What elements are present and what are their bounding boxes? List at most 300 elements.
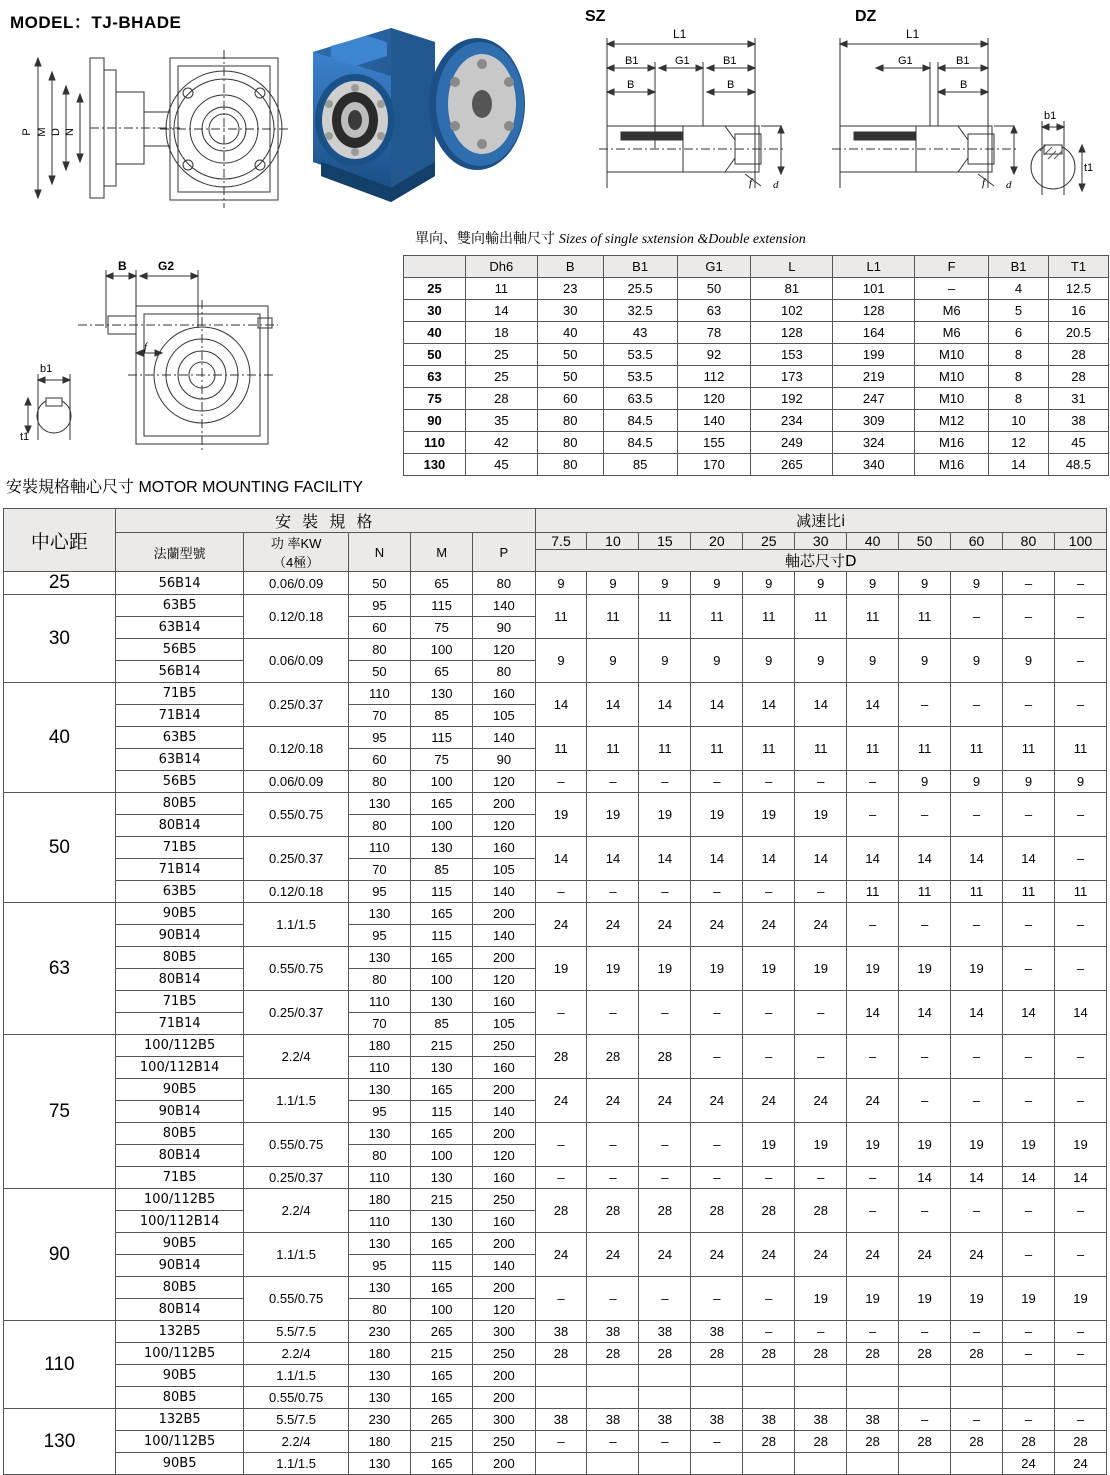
cell-shaft-d: – bbox=[535, 991, 587, 1035]
cell-value: 45 bbox=[1048, 432, 1108, 454]
cell-shaft-d: – bbox=[1002, 1035, 1054, 1079]
cell-m: 115 bbox=[411, 1255, 473, 1277]
table-row bbox=[4, 1277, 1107, 1299]
cell-shaft-d: 11 bbox=[535, 595, 587, 639]
cell-shaft-d: 28 bbox=[587, 1343, 639, 1365]
cell-n: 95 bbox=[348, 727, 410, 749]
cell-shaft-d: 24 bbox=[795, 1079, 847, 1123]
cell-shaft-d: 19 bbox=[795, 947, 847, 991]
cell-shaft-d: 14 bbox=[1054, 991, 1106, 1035]
cell-shaft-d: – bbox=[899, 1035, 951, 1079]
cell-p: 200 bbox=[473, 1079, 535, 1101]
cell-m: 215 bbox=[411, 1431, 473, 1453]
cell-flange-model: 63B14 bbox=[115, 749, 244, 771]
cell-value: M10 bbox=[915, 344, 989, 366]
cell-shaft-d: – bbox=[1002, 1409, 1054, 1431]
col-dh6: Dh6 bbox=[465, 256, 537, 278]
cell-value: 249 bbox=[751, 432, 833, 454]
cell-shaft-d: 28 bbox=[639, 1189, 691, 1233]
cell-shaft-d: – bbox=[1054, 947, 1106, 991]
cell-m: 130 bbox=[411, 1167, 473, 1189]
cell-shaft-d: 19 bbox=[535, 947, 587, 991]
cell-shaft-d bbox=[899, 1453, 951, 1475]
cell-value: 25.5 bbox=[603, 278, 677, 300]
cell-n: 80 bbox=[348, 1299, 410, 1321]
cell-shaft-d: 24 bbox=[795, 903, 847, 947]
cell-power: 1.1/1.5 bbox=[244, 1079, 348, 1123]
cell-m: 130 bbox=[411, 683, 473, 705]
cell-shaft-d: – bbox=[743, 771, 795, 793]
cell-p: 90 bbox=[473, 617, 535, 639]
cell-power: 1.1/1.5 bbox=[244, 1453, 348, 1475]
cell-flange-model: 80B5 bbox=[115, 1387, 244, 1409]
cell-flange-model: 56B14 bbox=[115, 661, 244, 683]
cell-shaft-d: – bbox=[795, 1035, 847, 1079]
cell-shaft-d: 38 bbox=[795, 1409, 847, 1431]
svg-text:B: B bbox=[960, 79, 968, 91]
cell-value: 63.5 bbox=[603, 388, 677, 410]
header-ratio-80: 80 bbox=[1002, 533, 1054, 550]
cell-p: 160 bbox=[473, 1211, 535, 1233]
cell-shaft-d: – bbox=[899, 1409, 951, 1431]
cell-shaft-d: 38 bbox=[639, 1321, 691, 1343]
cell-value: 84.5 bbox=[603, 432, 677, 454]
cell-shaft-d bbox=[587, 1365, 639, 1387]
cell-flange-model: 80B14 bbox=[115, 815, 244, 837]
cell-shaft-d: 11 bbox=[795, 595, 847, 639]
cell-n: 95 bbox=[348, 881, 410, 903]
cell-shaft-d: – bbox=[951, 1035, 1003, 1079]
svg-text:P: P bbox=[21, 128, 33, 136]
cell-shaft-d: 24 bbox=[847, 1233, 899, 1277]
table-row bbox=[404, 410, 1109, 432]
cell-shaft-d: – bbox=[951, 595, 1003, 639]
cell-m: 65 bbox=[411, 661, 473, 683]
cell-flange-model: 90B14 bbox=[115, 925, 244, 947]
cell-shaft-d: – bbox=[691, 991, 743, 1035]
shaft-table-body bbox=[404, 278, 1109, 476]
cell-p: 200 bbox=[473, 1453, 535, 1475]
cell-flange-model: 90B5 bbox=[115, 1079, 244, 1101]
cell-shaft-d: 11 bbox=[847, 727, 899, 771]
cell-shaft-d: – bbox=[1002, 1079, 1054, 1123]
cell-power: 0.25/0.37 bbox=[244, 837, 348, 881]
cell-shaft-d: 9 bbox=[899, 572, 951, 595]
main-table-body bbox=[4, 572, 1107, 1475]
cell-shaft-d: – bbox=[899, 903, 951, 947]
caption-en: Sizes of single sxtension &Double extension bbox=[558, 232, 806, 247]
cell-n: 70 bbox=[348, 705, 410, 727]
cell-power: 0.25/0.37 bbox=[244, 991, 348, 1035]
cell-flange-model: 90B5 bbox=[115, 1453, 244, 1475]
cell-n: 180 bbox=[348, 1431, 410, 1453]
cell-p: 120 bbox=[473, 1145, 535, 1167]
cell-m: 75 bbox=[411, 749, 473, 771]
svg-text:f: f bbox=[982, 177, 986, 189]
cell-shaft-d: 11 bbox=[847, 595, 899, 639]
cell-flange-model: 80B5 bbox=[115, 947, 244, 969]
cell-value: 50 bbox=[537, 344, 603, 366]
cell-shaft-d: 19 bbox=[1054, 1277, 1106, 1321]
cell-m: 165 bbox=[411, 793, 473, 815]
cell-power: 0.12/0.18 bbox=[244, 595, 348, 639]
cell-p: 200 bbox=[473, 1277, 535, 1299]
table-row bbox=[4, 595, 1107, 617]
cell-center-distance: 30 bbox=[4, 595, 116, 683]
cell-center-distance: 40 bbox=[4, 683, 116, 793]
cell-shaft-d: – bbox=[743, 881, 795, 903]
cell-shaft-d: 38 bbox=[691, 1409, 743, 1431]
cell-p: 200 bbox=[473, 903, 535, 925]
cell-shaft-d: 24 bbox=[743, 1079, 795, 1123]
cell-p: 200 bbox=[473, 1123, 535, 1145]
cell-value: 5 bbox=[989, 300, 1049, 322]
cell-shaft-d: – bbox=[587, 1277, 639, 1321]
cell-shaft-d: 11 bbox=[899, 727, 951, 771]
cell-flange-model: 71B5 bbox=[115, 991, 244, 1013]
dz-label: DZ bbox=[855, 8, 877, 25]
row-label: 130 bbox=[404, 454, 466, 476]
cell-m: 100 bbox=[411, 815, 473, 837]
cell-shaft-d: 24 bbox=[535, 1079, 587, 1123]
cell-center-distance: 50 bbox=[4, 793, 116, 903]
cell-n: 130 bbox=[348, 903, 410, 925]
cell-shaft-d: – bbox=[1002, 683, 1054, 727]
cell-shaft-d: 9 bbox=[795, 639, 847, 683]
header-ratio-30: 30 bbox=[795, 533, 847, 550]
cell-shaft-d: – bbox=[951, 683, 1003, 727]
cell-p: 160 bbox=[473, 837, 535, 859]
header-mount-spec: 安 裝 規 格 bbox=[115, 509, 535, 533]
cell-shaft-d bbox=[691, 1453, 743, 1475]
cell-value: M6 bbox=[915, 322, 989, 344]
cell-shaft-d: 19 bbox=[743, 1123, 795, 1167]
cell-p: 160 bbox=[473, 1167, 535, 1189]
header-center-distance: 中心距 bbox=[4, 509, 116, 572]
cell-shaft-d: – bbox=[743, 1167, 795, 1189]
svg-text:B1: B1 bbox=[723, 55, 737, 67]
cell-shaft-d: 28 bbox=[743, 1189, 795, 1233]
cell-shaft-d: – bbox=[899, 1079, 951, 1123]
cell-shaft-d: 28 bbox=[951, 1431, 1003, 1453]
cell-shaft-d bbox=[587, 1387, 639, 1409]
cell-n: 80 bbox=[348, 1145, 410, 1167]
motor-mounting-table bbox=[3, 508, 1107, 1475]
cell-shaft-d: – bbox=[1002, 1321, 1054, 1343]
cell-shaft-d: – bbox=[535, 1123, 587, 1167]
cell-value: 53.5 bbox=[603, 344, 677, 366]
cell-value: 80 bbox=[537, 432, 603, 454]
cell-shaft-d: 28 bbox=[795, 1431, 847, 1453]
cell-n: 130 bbox=[348, 1387, 410, 1409]
cell-m: 115 bbox=[411, 881, 473, 903]
table-row bbox=[404, 300, 1109, 322]
cell-shaft-d: 19 bbox=[847, 1123, 899, 1167]
cell-value: 101 bbox=[833, 278, 915, 300]
cell-n: 230 bbox=[348, 1409, 410, 1431]
cell-shaft-d: – bbox=[899, 1189, 951, 1233]
cell-flange-model: 71B5 bbox=[115, 837, 244, 859]
cell-shaft-d: 14 bbox=[535, 683, 587, 727]
cell-power: 0.12/0.18 bbox=[244, 881, 348, 903]
cell-p: 300 bbox=[473, 1409, 535, 1431]
cell-shaft-d: 28 bbox=[847, 1343, 899, 1365]
cell-value: 32.5 bbox=[603, 300, 677, 322]
cell-shaft-d: 24 bbox=[743, 903, 795, 947]
cell-shaft-d: 28 bbox=[795, 1343, 847, 1365]
svg-text:B: B bbox=[118, 259, 127, 273]
cell-flange-model: 71B14 bbox=[115, 705, 244, 727]
cell-shaft-d: 9 bbox=[535, 639, 587, 683]
cell-shaft-d: – bbox=[1054, 1079, 1106, 1123]
cell-m: 115 bbox=[411, 925, 473, 947]
cell-shaft-d: 11 bbox=[743, 595, 795, 639]
row-label: 50 bbox=[404, 344, 466, 366]
cell-value: 20.5 bbox=[1048, 322, 1108, 344]
cell-shaft-d: 38 bbox=[587, 1321, 639, 1343]
cell-shaft-d: 11 bbox=[743, 727, 795, 771]
cell-shaft-d bbox=[1054, 1365, 1106, 1387]
cell-flange-model: 80B14 bbox=[115, 969, 244, 991]
cell-value: 92 bbox=[677, 344, 751, 366]
cell-value: 140 bbox=[677, 410, 751, 432]
cell-n: 130 bbox=[348, 1365, 410, 1387]
cell-m: 100 bbox=[411, 771, 473, 793]
cell-p: 200 bbox=[473, 947, 535, 969]
cell-p: 200 bbox=[473, 793, 535, 815]
sz-label: SZ bbox=[585, 8, 606, 25]
header-ratio-50: 50 bbox=[899, 533, 951, 550]
cell-m: 115 bbox=[411, 727, 473, 749]
cell-flange-model: 63B5 bbox=[115, 881, 244, 903]
cell-shaft-d: – bbox=[1054, 903, 1106, 947]
cell-n: 50 bbox=[348, 661, 410, 683]
cell-shaft-d: 9 bbox=[899, 771, 951, 793]
cell-n: 60 bbox=[348, 617, 410, 639]
cell-power: 0.12/0.18 bbox=[244, 727, 348, 771]
cell-value: 28 bbox=[1048, 344, 1108, 366]
cell-value: 63 bbox=[677, 300, 751, 322]
table-row bbox=[4, 1365, 1107, 1387]
cell-power: 0.55/0.75 bbox=[244, 1387, 348, 1409]
svg-text:t1: t1 bbox=[20, 431, 30, 443]
table-row bbox=[404, 344, 1109, 366]
cell-shaft-d: – bbox=[1054, 595, 1106, 639]
cell-value: 153 bbox=[751, 344, 833, 366]
cell-m: 215 bbox=[411, 1035, 473, 1057]
cell-flange-model: 132B5 bbox=[115, 1409, 244, 1431]
svg-text:f: f bbox=[749, 177, 753, 189]
cell-power: 0.06/0.09 bbox=[244, 771, 348, 793]
table-row bbox=[4, 1189, 1107, 1211]
header-shaft-dim: 軸芯尺寸D bbox=[535, 550, 1106, 572]
header-ratio-25: 25 bbox=[743, 533, 795, 550]
cell-shaft-d bbox=[535, 1365, 587, 1387]
cell-value: 48.5 bbox=[1048, 454, 1108, 476]
svg-text:M: M bbox=[36, 127, 48, 137]
cell-shaft-d: – bbox=[743, 991, 795, 1035]
cell-flange-model: 80B5 bbox=[115, 1123, 244, 1145]
cell-shaft-d: 9 bbox=[847, 639, 899, 683]
cell-value: 8 bbox=[989, 344, 1049, 366]
cell-shaft-d bbox=[899, 1365, 951, 1387]
cell-m: 115 bbox=[411, 595, 473, 617]
cell-n: 95 bbox=[348, 925, 410, 947]
cell-shaft-d: 11 bbox=[795, 727, 847, 771]
cell-m: 85 bbox=[411, 705, 473, 727]
cell-shaft-d: 9 bbox=[1002, 771, 1054, 793]
table-row bbox=[4, 1079, 1107, 1101]
svg-text:B1: B1 bbox=[956, 55, 970, 67]
cell-shaft-d: 11 bbox=[1002, 881, 1054, 903]
cell-shaft-d: 11 bbox=[951, 727, 1003, 771]
cell-shaft-d: – bbox=[847, 1189, 899, 1233]
cell-shaft-d: 9 bbox=[1054, 771, 1106, 793]
cell-shaft-d: 9 bbox=[743, 572, 795, 595]
cell-value: 85 bbox=[603, 454, 677, 476]
table-row bbox=[4, 572, 1107, 595]
cell-p: 300 bbox=[473, 1321, 535, 1343]
cell-shaft-d: 11 bbox=[1002, 727, 1054, 771]
cell-m: 265 bbox=[411, 1409, 473, 1431]
cell-power: 2.2/4 bbox=[244, 1035, 348, 1079]
shaft-dimension-table bbox=[403, 255, 1109, 476]
table-row bbox=[404, 278, 1109, 300]
cell-shaft-d: 14 bbox=[1002, 837, 1054, 881]
cell-flange-model: 56B14 bbox=[115, 572, 244, 595]
cell-value: 6 bbox=[989, 322, 1049, 344]
header-ratio-60: 60 bbox=[951, 533, 1003, 550]
cell-flange-model: 100/112B14 bbox=[115, 1211, 244, 1233]
cell-flange-model: 71B5 bbox=[115, 683, 244, 705]
table-row bbox=[4, 1167, 1107, 1189]
cell-shaft-d: – bbox=[951, 793, 1003, 837]
cell-value: 28 bbox=[465, 388, 537, 410]
cell-shaft-d bbox=[639, 1453, 691, 1475]
col-t1: T1 bbox=[1048, 256, 1108, 278]
cell-shaft-d: 9 bbox=[951, 771, 1003, 793]
table-row bbox=[4, 903, 1107, 925]
cell-shaft-d: 19 bbox=[899, 947, 951, 991]
cell-p: 160 bbox=[473, 683, 535, 705]
cell-power: 1.1/1.5 bbox=[244, 903, 348, 947]
cell-shaft-d: 14 bbox=[691, 683, 743, 727]
mounting-title-cn: 安裝規格軸心尺寸 bbox=[6, 477, 135, 496]
cell-shaft-d bbox=[951, 1365, 1003, 1387]
cell-shaft-d: 24 bbox=[535, 903, 587, 947]
row-label: 110 bbox=[404, 432, 466, 454]
cell-shaft-d: 14 bbox=[847, 683, 899, 727]
svg-text:d: d bbox=[1006, 179, 1012, 191]
cell-m: 100 bbox=[411, 969, 473, 991]
cell-n: 60 bbox=[348, 749, 410, 771]
cell-flange-model: 100/112B5 bbox=[115, 1431, 244, 1453]
cell-value: 84.5 bbox=[603, 410, 677, 432]
cell-shaft-d: 11 bbox=[951, 881, 1003, 903]
cell-value: 11 bbox=[465, 278, 537, 300]
cell-shaft-d: – bbox=[639, 1277, 691, 1321]
cell-shaft-d: – bbox=[1054, 1189, 1106, 1233]
cell-value: 42 bbox=[465, 432, 537, 454]
drawing-key-section bbox=[1020, 105, 1106, 215]
cell-shaft-d: 14 bbox=[899, 991, 951, 1035]
cell-value: 14 bbox=[465, 300, 537, 322]
svg-text:B: B bbox=[627, 79, 635, 91]
cell-value: 60 bbox=[537, 388, 603, 410]
cell-value: 309 bbox=[833, 410, 915, 432]
cell-n: 95 bbox=[348, 1101, 410, 1123]
cell-shaft-d: 14 bbox=[951, 991, 1003, 1035]
cell-value: 45 bbox=[465, 454, 537, 476]
cell-power: 2.2/4 bbox=[244, 1343, 348, 1365]
header-p: P bbox=[473, 533, 535, 572]
cell-power: 5.5/7.5 bbox=[244, 1321, 348, 1343]
cell-shaft-d: 28 bbox=[951, 1343, 1003, 1365]
cell-shaft-d: 19 bbox=[535, 793, 587, 837]
cell-shaft-d: 24 bbox=[899, 1233, 951, 1277]
table-row bbox=[4, 771, 1107, 793]
cell-p: 140 bbox=[473, 595, 535, 617]
svg-text:G1: G1 bbox=[898, 55, 913, 67]
cell-m: 85 bbox=[411, 1013, 473, 1035]
cell-shaft-d: – bbox=[639, 1167, 691, 1189]
cell-value: 8 bbox=[989, 366, 1049, 388]
cell-shaft-d: 28 bbox=[691, 1343, 743, 1365]
header-m: M bbox=[411, 533, 473, 572]
cell-shaft-d: 9 bbox=[691, 572, 743, 595]
cell-shaft-d: – bbox=[1054, 793, 1106, 837]
cell-shaft-d: 28 bbox=[743, 1431, 795, 1453]
svg-text:B: B bbox=[727, 79, 735, 91]
cell-m: 130 bbox=[411, 1057, 473, 1079]
cell-n: 130 bbox=[348, 1277, 410, 1299]
cell-m: 115 bbox=[411, 1101, 473, 1123]
row-label: 40 bbox=[404, 322, 466, 344]
cell-power: 5.5/7.5 bbox=[244, 1409, 348, 1431]
cell-value: 340 bbox=[833, 454, 915, 476]
cell-shaft-d: 19 bbox=[1002, 1277, 1054, 1321]
table-row bbox=[4, 1453, 1107, 1475]
cell-shaft-d: – bbox=[951, 1079, 1003, 1123]
svg-text:b1: b1 bbox=[1044, 110, 1057, 122]
cell-flange-model: 90B5 bbox=[115, 1233, 244, 1255]
cell-p: 140 bbox=[473, 925, 535, 947]
cell-n: 180 bbox=[348, 1035, 410, 1057]
page-title: MODEL：TJ-BHADE bbox=[10, 13, 182, 32]
cell-shaft-d: – bbox=[743, 1277, 795, 1321]
row-label: 90 bbox=[404, 410, 466, 432]
cell-p: 140 bbox=[473, 727, 535, 749]
cell-shaft-d: 9 bbox=[743, 639, 795, 683]
cell-flange-model: 100/112B5 bbox=[115, 1343, 244, 1365]
cell-shaft-d: 24 bbox=[639, 903, 691, 947]
cell-value: 50 bbox=[677, 278, 751, 300]
cell-p: 140 bbox=[473, 1255, 535, 1277]
cell-value: – bbox=[915, 278, 989, 300]
cell-shaft-d: – bbox=[951, 1321, 1003, 1343]
svg-text:G2: G2 bbox=[158, 259, 175, 273]
cell-value: 102 bbox=[751, 300, 833, 322]
cell-shaft-d: 14 bbox=[587, 837, 639, 881]
cell-value: 80 bbox=[537, 454, 603, 476]
cell-n: 180 bbox=[348, 1189, 410, 1211]
cell-power: 0.55/0.75 bbox=[244, 793, 348, 837]
cell-value: 30 bbox=[537, 300, 603, 322]
cell-m: 165 bbox=[411, 1365, 473, 1387]
table-row bbox=[4, 881, 1107, 903]
cell-shaft-d: 19 bbox=[743, 947, 795, 991]
cell-shaft-d: 14 bbox=[639, 837, 691, 881]
